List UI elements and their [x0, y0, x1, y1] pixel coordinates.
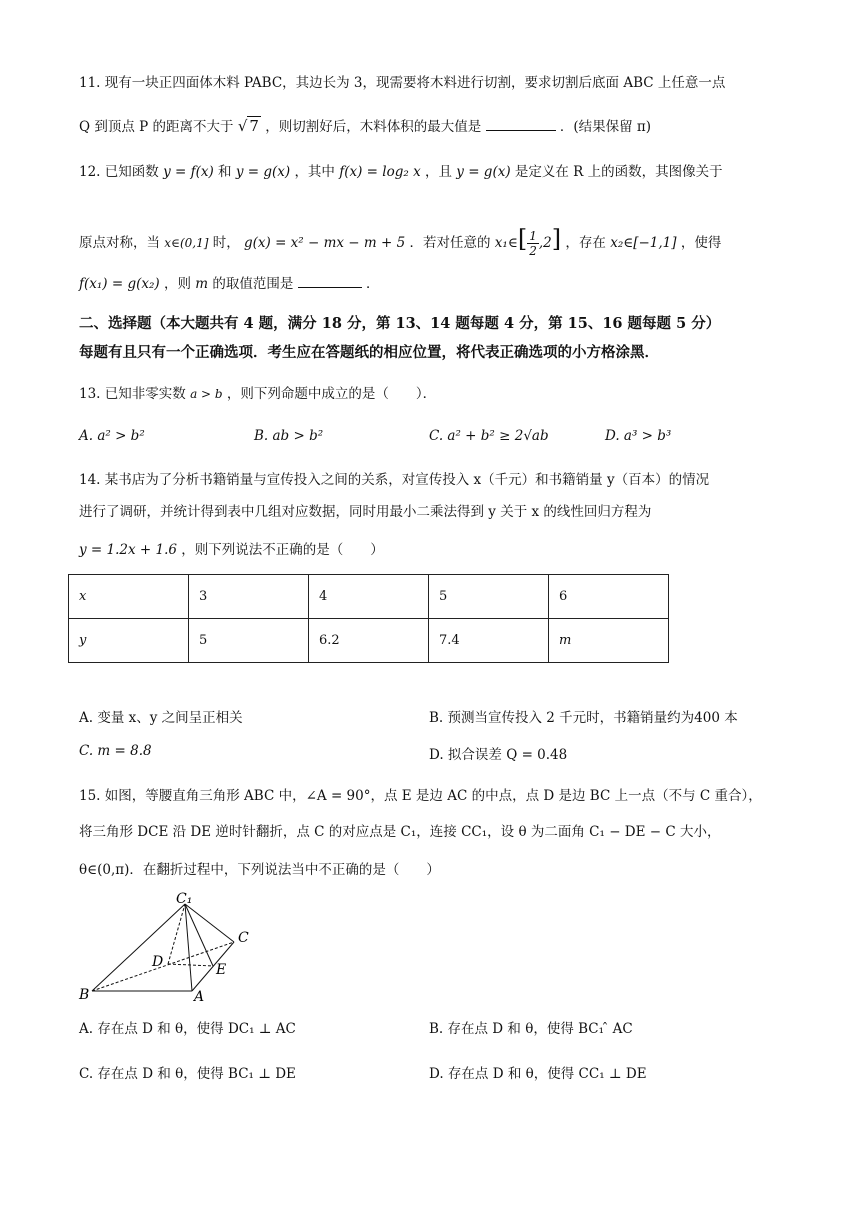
q12-text-i: ，使得	[680, 235, 722, 251]
fraction-numerator: 1	[529, 229, 537, 243]
label-D: D	[152, 954, 164, 970]
math-g-def-2: y = g(x)	[456, 164, 511, 180]
q12-text-e: 原点对称，当	[79, 235, 160, 251]
q11-line2-text-b: ，则切割好后，木料体积的最大值是	[265, 119, 482, 135]
table-cell: 6.2	[309, 619, 429, 663]
q14-line3	[79, 540, 384, 560]
q15-figure	[70, 886, 270, 1004]
table-cell: 6	[549, 575, 669, 619]
q13-option-c[interactable]: C. a² + b² ≥ 2√ab	[429, 428, 549, 444]
q15-option-a[interactable]: A. 存在点 D 和 θ，使得 DC₁ ⊥ AC	[79, 1021, 296, 1037]
label-C1: C₁	[176, 891, 193, 907]
math-x1-end: ,2	[538, 235, 552, 251]
math-x1: x₁∈	[494, 235, 518, 251]
q12-text-b: ，其中	[294, 164, 335, 180]
q11-line2-text-a: Q 到顶点 P 的距离不大于	[79, 119, 234, 135]
q12-line3	[79, 274, 379, 294]
q15-line2: 将三角形 DCE 沿 DE 逆时针翻折，点 C 的对应点是 C₁，连接 CC₁，设 θ 为二面角 C₁ − DE − C 大小，	[79, 824, 721, 840]
math-f-eq-g: f(x₁) = g(x₂)	[79, 276, 160, 292]
table-cell: 5	[189, 619, 309, 663]
table-row	[69, 575, 669, 619]
fraction-half	[527, 229, 539, 258]
data-table	[68, 574, 669, 663]
math-a-gt-b: a > b	[190, 387, 223, 401]
math-log: f(x) = log₂ x	[339, 164, 421, 180]
q14-option-a[interactable]: A. 变量 x、y 之间呈正相关	[79, 710, 243, 726]
q14-option-b[interactable]: B. 预测当宣传投入 2 千元时，书籍销量约为400 本	[429, 710, 738, 726]
q12-line1	[79, 162, 723, 182]
table-cell: 3	[189, 575, 309, 619]
q12-text-g: ．若对任意的	[409, 235, 491, 251]
fraction-denominator: 2	[529, 244, 537, 258]
q12-text-a: 12. 已知函数	[79, 164, 159, 180]
q13-text-b: ，则下列命题中成立的是（ ）．	[226, 386, 437, 402]
q15-line3: θ∈(0,π)．在翻折过程中，下列说法当中不正确的是（ ）	[79, 862, 440, 878]
q11-line2-text-c: ．(结果保留 π)	[559, 119, 652, 135]
table-cell: x	[69, 575, 189, 619]
answer-blank-q11	[486, 118, 556, 131]
q13-text-a: 13. 已知非零实数	[79, 386, 186, 402]
q12-text-l: ．	[365, 276, 380, 292]
table-cell: 7.4	[429, 619, 549, 663]
q14-line1: 14. 某书店为了分析书籍销量与宣传投入之间的关系，对宣传投入 x（千元）和书籍销量 y（百本）的情况	[79, 472, 710, 488]
q12-text-c: ，且	[424, 164, 452, 180]
math-x1-set: x₁∈[ $\frac{1}{2}$ ,2]	[494, 225, 562, 258]
q13-option-b[interactable]: B. ab > b²	[254, 428, 324, 444]
edge-DC1	[168, 904, 185, 964]
math-g-expr: g(x) = x² − mx − m + 5	[244, 235, 406, 251]
math-g-def: y = g(x)	[235, 164, 291, 180]
label-E: E	[216, 962, 227, 978]
q12-text-j: ，则	[163, 276, 191, 292]
edge-BC1	[92, 904, 185, 991]
q14-option-d[interactable]: D. 拟合误差 Q = 0.48	[429, 747, 568, 763]
q11-line2	[79, 116, 651, 137]
q12-text-k: 的取值范围是	[212, 276, 294, 292]
sqrt-radicand: 7	[249, 117, 259, 135]
label-B: B	[79, 987, 90, 1003]
table-row	[69, 619, 669, 663]
q15-option-c[interactable]: C. 存在点 D 和 θ，使得 BC₁ ⊥ DE	[79, 1066, 296, 1082]
answer-blank-q12	[298, 275, 362, 288]
q12-text-h: ，存在	[565, 235, 606, 251]
math-f-def: y = f(x)	[163, 164, 214, 180]
section-heading-line1: 二、选择题（本大题共有 4 题，满分 18 分，第 13、14 题每题 4 分，第 15、16 题每题 5 分）	[79, 315, 721, 332]
q15-option-d[interactable]: D. 存在点 D 和 θ，使得 CC₁ ⊥ DE	[429, 1066, 647, 1082]
q12-text-f: 时，	[212, 235, 240, 251]
q14-text: ，则下列说法不正确的是（ ）	[181, 542, 384, 558]
edge-DE	[168, 964, 213, 966]
q14-option-c[interactable]: C. m = 8.8	[79, 743, 152, 759]
q13-option-d[interactable]: D. a³ > b³	[605, 428, 672, 444]
section-heading-line2: 每题有且只有一个正确选项．考生应在答题纸的相应位置，将代表正确选项的小方格涂黑．	[79, 344, 659, 361]
table-cell: 5	[429, 575, 549, 619]
table-cell: m	[549, 619, 669, 663]
q11-line1: 11. 现有一块正四面体木料 PABC，其边长为 3，现需要将木料进行切割，要求切割后底面 ABC 上任意一点	[79, 75, 726, 91]
q12-text-d: 是定义在 R 上的函数，其图像关于	[514, 164, 723, 180]
math-regression: y = 1.2x + 1.6	[79, 542, 177, 558]
q13-option-a[interactable]: A. a² > b²	[79, 428, 145, 444]
math-m: m	[195, 276, 209, 292]
q15-line1: 15. 如图，等腰直角三角形 ABC 中，∠A = 90°，点 E 是边 AC 的中点，点 D 是边 BC 上一点（不与 C 重合），	[79, 788, 762, 804]
math-domain: x∈(0,1]	[164, 236, 209, 250]
math-x2-set: x₂∈[−1,1]	[610, 235, 677, 251]
q12-and: 和	[218, 164, 232, 180]
q15-option-b[interactable]: B. 存在点 D 和 θ，使得 BC₁ ̂ AC	[429, 1021, 633, 1037]
label-A: A	[194, 989, 205, 1004]
q12-line2	[79, 224, 722, 258]
q13-stem	[79, 384, 436, 404]
table-cell: y	[69, 619, 189, 663]
edge-C1C	[185, 904, 234, 942]
label-C: C	[238, 930, 249, 946]
table-cell: 4	[309, 575, 429, 619]
sqrt-expression: √ 7	[237, 117, 259, 135]
q14-line2: 进行了调研，并统计得到表中几组对应数据，同时用最小二乘法得到 y 关于 x 的线性回归方程为	[79, 504, 652, 520]
